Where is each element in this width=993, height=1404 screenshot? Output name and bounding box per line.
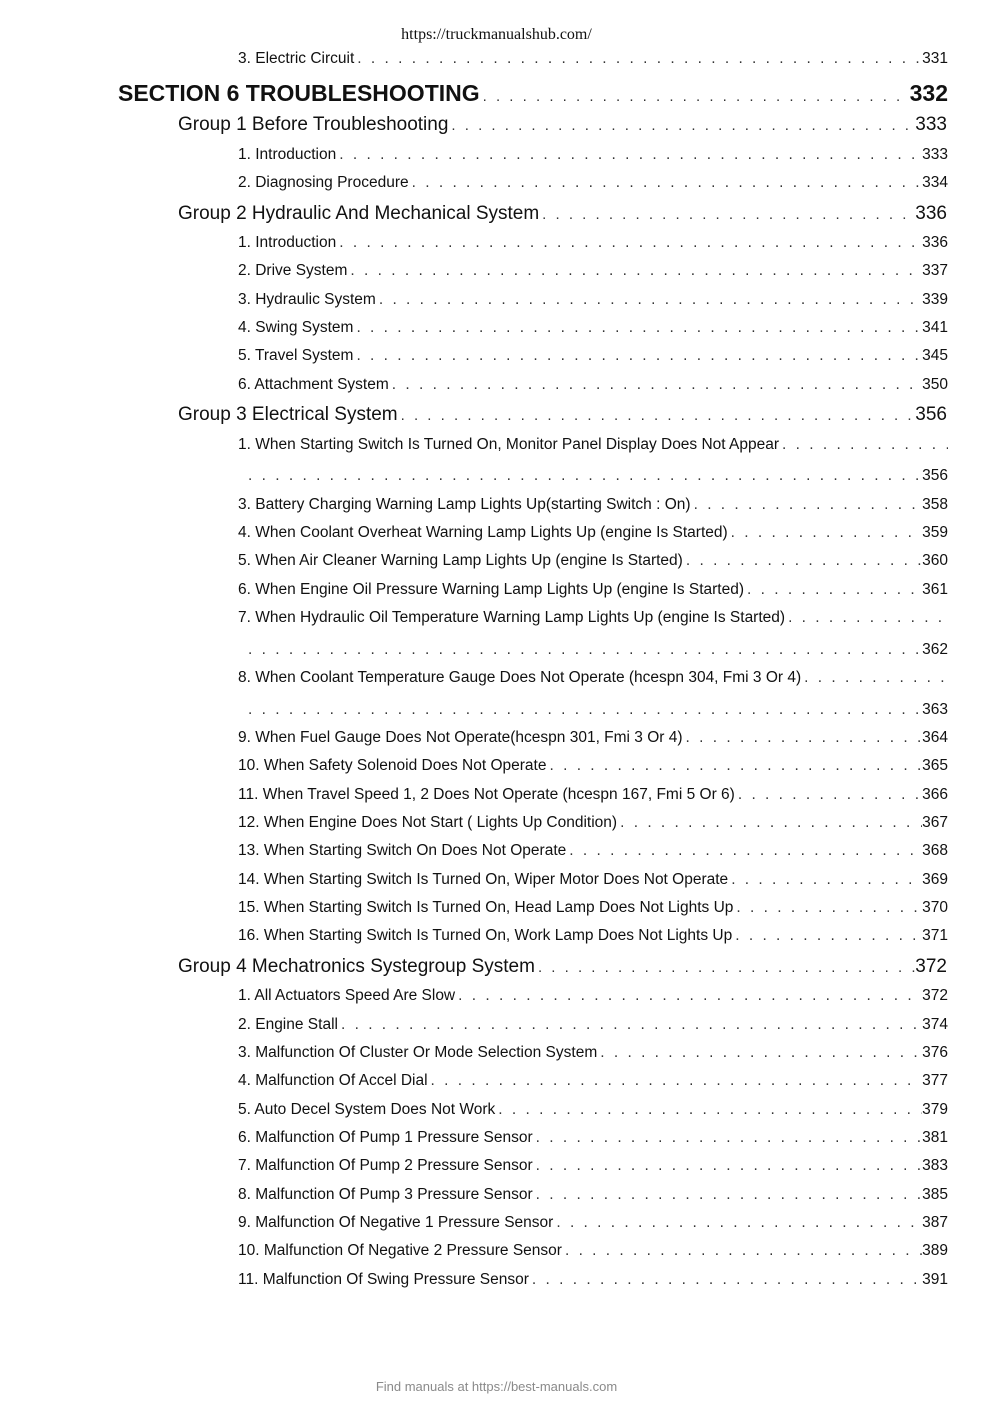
- toc-item-row[interactable]: [238, 757, 948, 775]
- dot-leader: [553, 1214, 922, 1232]
- toc-page-number: 360: [922, 552, 948, 569]
- toc-item-row[interactable]: [238, 1186, 948, 1204]
- toc-item-row[interactable]: [238, 581, 948, 599]
- dot-leader: [562, 1242, 922, 1260]
- toc-page-number: 385: [922, 1186, 948, 1203]
- dot-leader: [448, 117, 915, 134]
- toc-page-number: 339: [922, 291, 948, 308]
- toc-page-number: 336: [915, 203, 947, 224]
- toc-page-number: 374: [922, 1016, 948, 1033]
- dot-leader: [338, 1016, 922, 1034]
- toc-item-row[interactable]: [238, 842, 948, 860]
- toc-title: 10. When Safety Solenoid Does Not Operate: [238, 757, 547, 774]
- toc-item-row[interactable]: [238, 899, 948, 917]
- toc-title: Group 2 Hydraulic And Mechanical System: [178, 203, 540, 224]
- dot-leader: [546, 757, 922, 775]
- dot-leader: [785, 609, 948, 627]
- toc-title: 2. Drive System: [238, 262, 348, 279]
- toc-page-number: 341: [922, 319, 948, 336]
- toc-title: 7. When Hydraulic Oil Temperature Warning Lamp Lights Up (engine Is Started): [238, 609, 786, 626]
- toc-title: Group 1 Before Troubleshooting: [178, 114, 449, 135]
- dot-leader: [617, 814, 922, 832]
- toc-page-number: 387: [922, 1214, 948, 1231]
- dot-leader: [533, 1129, 922, 1147]
- toc-item-row[interactable]: [238, 1242, 948, 1260]
- dot-leader: [533, 1157, 922, 1175]
- toc-page-number: 332: [909, 80, 948, 106]
- toc-item-row[interactable]: [238, 987, 948, 1005]
- dot-leader: [691, 496, 923, 514]
- dot-leader: [480, 88, 910, 105]
- dot-leader: [389, 376, 922, 394]
- toc-page-number: 356: [922, 467, 948, 484]
- toc-continuation-row[interactable]: [238, 701, 948, 719]
- toc-title: 8. Malfunction Of Pump 3 Pressure Sensor: [238, 1186, 533, 1203]
- toc-title: 4. When Coolant Overheat Warning Lamp Lights Up (engine Is Started): [238, 524, 728, 541]
- dot-leader: [347, 262, 922, 280]
- toc-title: 10. Malfunction Of Negative 2 Pressure Sensor: [238, 1242, 562, 1259]
- toc-item-row[interactable]: [238, 927, 948, 945]
- dot-leader: [597, 1044, 922, 1062]
- toc-page-number: 372: [915, 956, 947, 977]
- toc-page-number: 361: [922, 581, 948, 598]
- toc-item-row[interactable]: [238, 524, 948, 542]
- toc-title: 1. Introduction: [238, 234, 337, 251]
- toc-title: 2. Engine Stall: [238, 1016, 338, 1033]
- toc-page-number: 358: [922, 496, 948, 513]
- toc-page-number: 333: [922, 146, 948, 163]
- toc-title: 9. When Fuel Gauge Does Not Operate(hcespn 301, Fmi 3 Or 4): [238, 729, 683, 746]
- toc-page-number: 331: [922, 50, 948, 67]
- toc-continuation-row[interactable]: [238, 467, 948, 485]
- toc-item-row[interactable]: [238, 1129, 948, 1147]
- toc-item-row[interactable]: [238, 1044, 948, 1062]
- toc-title: 6. When Engine Oil Pressure Warning Lamp Lights Up (engine Is Started): [238, 581, 745, 598]
- toc-item-row[interactable]: [238, 174, 948, 192]
- toc-group-row[interactable]: [178, 956, 947, 978]
- dot-leader: [728, 871, 922, 889]
- toc-page-number: 337: [922, 262, 948, 279]
- dot-leader: [428, 1072, 923, 1090]
- toc-page-number: 365: [922, 757, 948, 774]
- dot-leader: [238, 467, 922, 485]
- dot-leader: [238, 701, 922, 719]
- dot-leader: [533, 1186, 922, 1204]
- toc-title: 4. Malfunction Of Accel Dial: [238, 1072, 428, 1089]
- toc-page-number: 372: [922, 987, 948, 1004]
- toc-page-number: 366: [922, 786, 948, 803]
- toc-title: SECTION 6 TROUBLESHOOTING: [118, 80, 480, 106]
- toc-group-row[interactable]: [178, 114, 947, 136]
- toc-page-number: 333: [915, 114, 947, 135]
- toc-page-number: 383: [922, 1157, 948, 1174]
- toc-item-row[interactable]: [238, 319, 948, 337]
- toc-title: 2. Diagnosing Procedure: [238, 174, 409, 191]
- toc-title: 3. Electric Circuit: [238, 50, 355, 67]
- toc-item-row[interactable]: [238, 262, 948, 280]
- toc-page-number: 379: [922, 1101, 948, 1118]
- toc-item-row[interactable]: [238, 376, 948, 394]
- toc-page-number: 367: [922, 814, 948, 831]
- toc-title: 1. Introduction: [238, 146, 337, 163]
- toc-title: 12. When Engine Does Not Start ( Lights Up Condition): [238, 814, 618, 831]
- toc-title: 1. All Actuators Speed Are Slow: [238, 987, 456, 1004]
- dot-leader: [529, 1271, 922, 1289]
- toc-item-row[interactable]: [238, 347, 948, 365]
- dot-leader: [539, 206, 915, 223]
- toc-item-row[interactable]: [238, 496, 948, 514]
- toc-page-number: 363: [922, 701, 948, 718]
- dot-leader: [455, 987, 922, 1005]
- toc-item-row[interactable]: [238, 1016, 948, 1034]
- toc-item-row[interactable]: [238, 609, 948, 627]
- toc-page-number: 356: [915, 404, 947, 425]
- toc-continuation-row[interactable]: [238, 641, 948, 659]
- toc-page-number: 391: [922, 1271, 948, 1288]
- toc-page-number: 369: [922, 871, 948, 888]
- dot-leader: [398, 407, 916, 424]
- toc-title: 6. Malfunction Of Pump 1 Pressure Sensor: [238, 1129, 533, 1146]
- dot-leader: [353, 319, 922, 337]
- toc-item-row[interactable]: [238, 814, 948, 832]
- toc-page-number: 368: [922, 842, 948, 859]
- toc-title: 3. Hydraulic System: [238, 291, 376, 308]
- toc-title: 11. When Travel Speed 1, 2 Does Not Operate (hcespn 167, Fmi 5 Or 6): [238, 786, 735, 803]
- dot-leader: [683, 552, 922, 570]
- toc-title: 3. Malfunction Of Cluster Or Mode Selection System: [238, 1044, 598, 1061]
- toc-title: 16. When Starting Switch Is Turned On, Work Lamp Does Not Lights Up: [238, 927, 733, 944]
- toc-title: 11. Malfunction Of Swing Pressure Sensor: [238, 1271, 529, 1288]
- toc-title: 5. Travel System: [238, 347, 354, 364]
- toc-item-row[interactable]: [238, 234, 948, 252]
- dot-leader: [238, 641, 922, 659]
- toc-title: Group 3 Electrical System: [178, 404, 398, 425]
- dot-leader: [732, 927, 922, 945]
- toc-section-row[interactable]: [118, 80, 948, 107]
- toc-page-number: 350: [922, 376, 948, 393]
- dot-leader: [779, 436, 948, 454]
- toc-page-number: 371: [922, 927, 948, 944]
- dot-leader: [336, 234, 922, 252]
- header-url: https://truckmanualshub.com/: [401, 26, 592, 43]
- toc-item-row[interactable]: [238, 871, 948, 889]
- dot-leader: [495, 1101, 922, 1119]
- dot-leader: [733, 899, 922, 917]
- toc-title: 15. When Starting Switch Is Turned On, Head Lamp Does Not Lights Up: [238, 899, 734, 916]
- dot-leader: [728, 524, 922, 542]
- dot-leader: [354, 50, 922, 68]
- toc-title: 13. When Starting Switch On Does Not Operate: [238, 842, 567, 859]
- toc-title: 7. Malfunction Of Pump 2 Pressure Sensor: [238, 1157, 533, 1174]
- toc-page-number: 376: [922, 1044, 948, 1061]
- dot-leader: [376, 291, 922, 309]
- toc-item-row[interactable]: [238, 291, 948, 309]
- toc-title: 5. Auto Decel System Does Not Work: [238, 1101, 496, 1118]
- toc-item-row[interactable]: [238, 1101, 948, 1119]
- dot-leader: [566, 842, 922, 860]
- toc-page-number: 336: [922, 234, 948, 251]
- toc-item-row[interactable]: [238, 436, 948, 454]
- toc-page-number: 370: [922, 899, 948, 916]
- toc-title: 6. Attachment System: [238, 376, 389, 393]
- toc-page-number: 364: [922, 729, 948, 746]
- toc-title: Group 4 Mechatronics Systegroup System: [178, 956, 535, 977]
- dot-leader: [353, 347, 922, 365]
- toc-page-number: 345: [922, 347, 948, 364]
- toc-page-number: 381: [922, 1129, 948, 1146]
- toc-item-row[interactable]: [238, 1072, 948, 1090]
- toc-page-number: 377: [922, 1072, 948, 1089]
- toc-item-row[interactable]: [238, 1271, 948, 1289]
- dot-leader: [409, 174, 923, 192]
- toc-title: 3. Battery Charging Warning Lamp Lights Up(starting Switch : On): [238, 496, 691, 513]
- toc-title: 8. When Coolant Temperature Gauge Does Not Operate (hcespn 304, Fmi 3 Or 4): [238, 669, 802, 686]
- toc-item-row[interactable]: [238, 50, 948, 68]
- toc-page-number: 359: [922, 524, 948, 541]
- toc-group-row[interactable]: [178, 404, 947, 426]
- toc-page-number: 334: [922, 174, 948, 191]
- toc-item-row[interactable]: [238, 1214, 948, 1232]
- toc-item-row[interactable]: [238, 146, 948, 164]
- toc-item-row[interactable]: [238, 786, 948, 804]
- toc-title: 9. Malfunction Of Negative 1 Pressure Sensor: [238, 1214, 554, 1231]
- toc-page-number: 362: [922, 641, 948, 658]
- dot-leader: [735, 786, 922, 804]
- dot-leader: [683, 729, 923, 747]
- dot-leader: [801, 669, 948, 687]
- toc-title: 4. Swing System: [238, 319, 354, 336]
- toc-item-row[interactable]: [238, 552, 948, 570]
- dot-leader: [336, 146, 922, 164]
- toc-item-row[interactable]: [238, 1157, 948, 1175]
- toc-title: 1. When Starting Switch Is Turned On, Monitor Panel Display Does Not Appear: [238, 436, 780, 453]
- toc-group-row[interactable]: [178, 203, 947, 225]
- toc-item-row[interactable]: [238, 729, 948, 747]
- toc-title: 5. When Air Cleaner Warning Lamp Lights Up (engine Is Started): [238, 552, 683, 569]
- toc-title: 14. When Starting Switch Is Turned On, Wiper Motor Does Not Operate: [238, 871, 729, 888]
- toc-item-row[interactable]: [238, 669, 948, 687]
- dot-leader: [744, 581, 922, 599]
- toc-page-number: 389: [922, 1242, 948, 1259]
- footer-text: Find manuals at https://best-manuals.com: [375, 1379, 618, 1394]
- dot-leader: [535, 959, 915, 976]
